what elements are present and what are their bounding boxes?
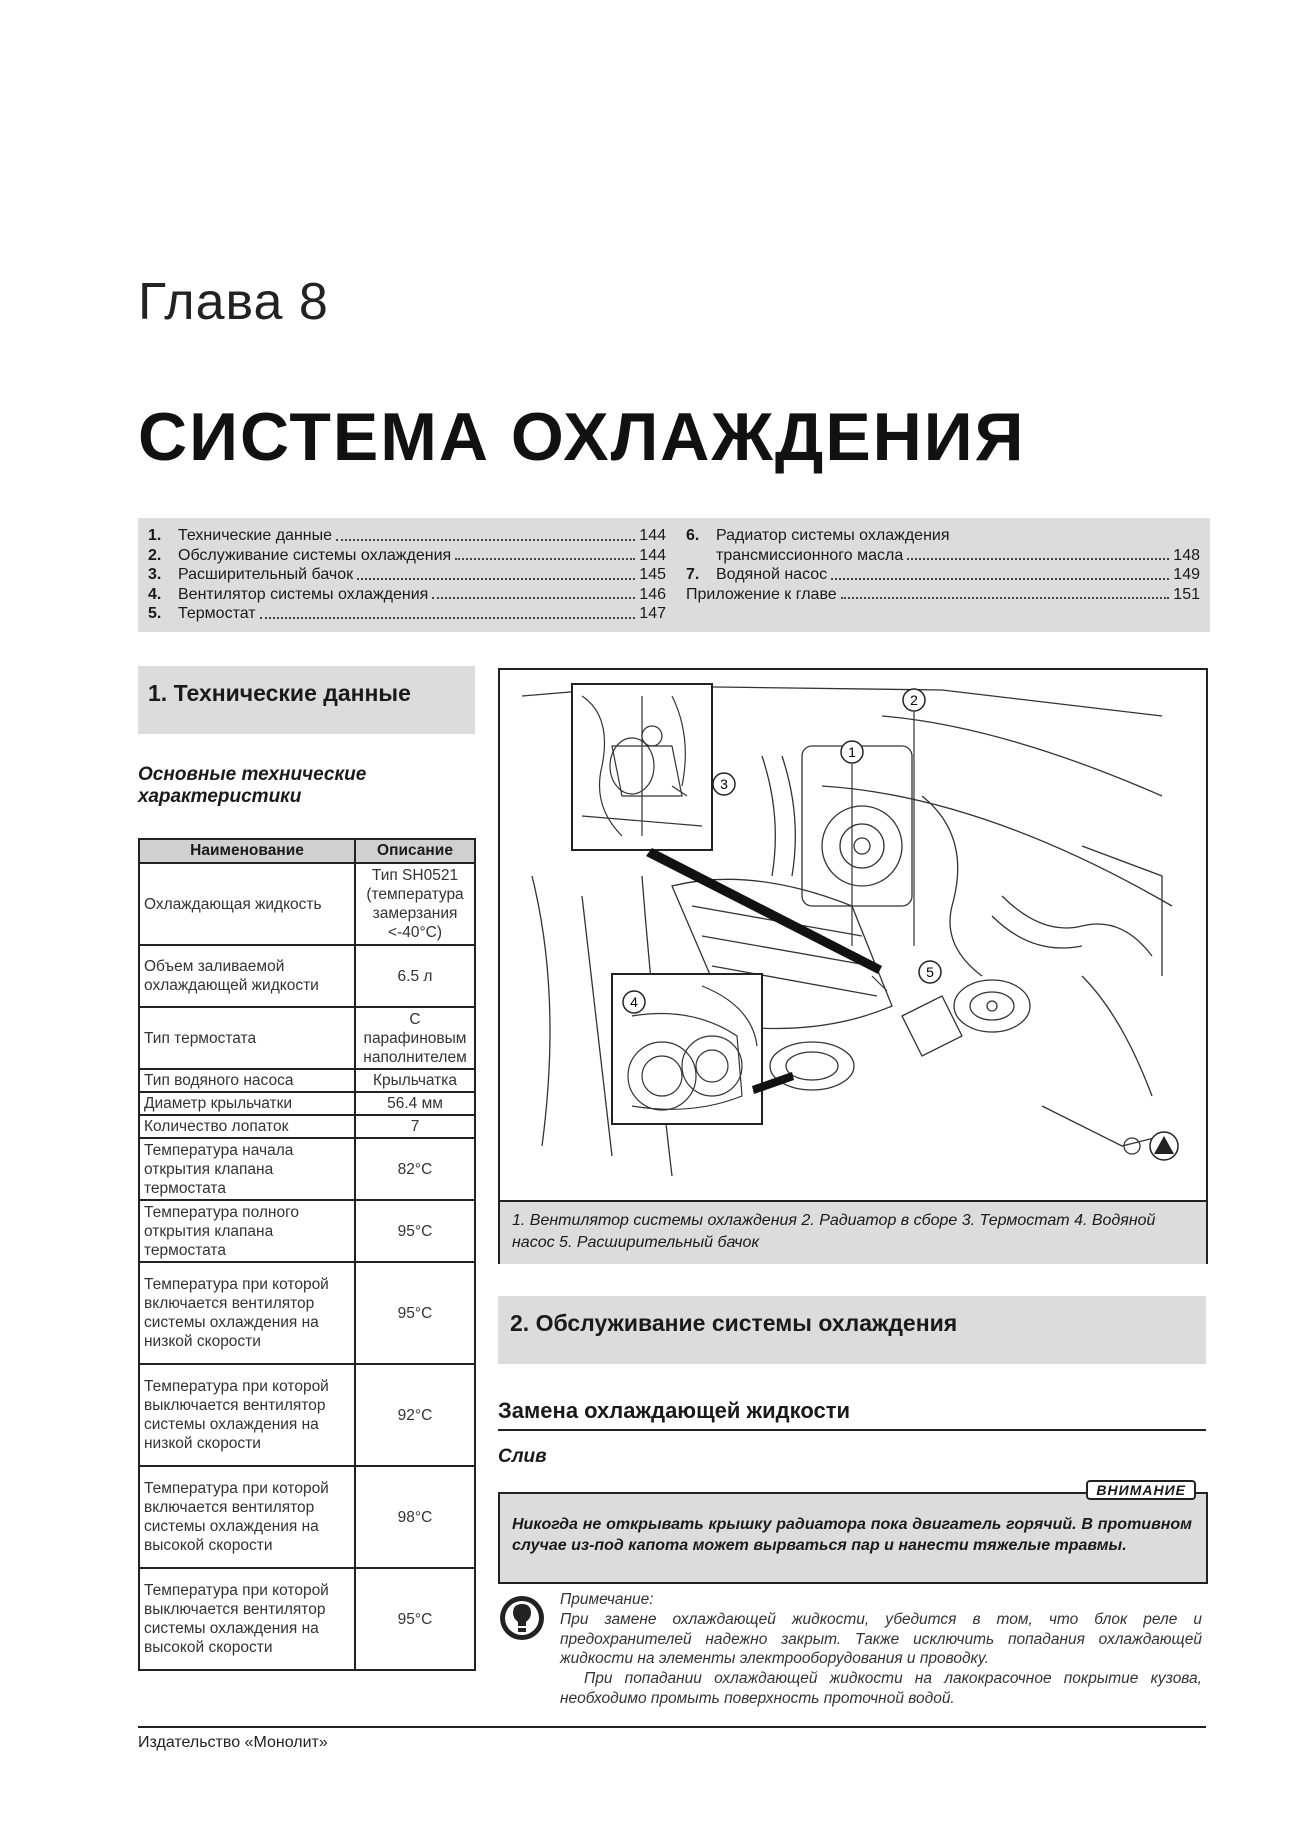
contents-appendix[interactable]: Приложение к главе 151 bbox=[686, 585, 1200, 603]
table-row: Температура при которой включается вентилятор системы охлаждения на высокой скорости 98°С bbox=[139, 1466, 475, 1568]
contents-right-column bbox=[686, 526, 1200, 604]
warning-box bbox=[498, 1482, 1208, 1584]
table-row: Количество лопаток 7 bbox=[139, 1115, 475, 1138]
callout-5: 5 bbox=[926, 964, 934, 980]
figure-caption: 1. Вентилятор системы охлаждения 2. Радиатор в сборе 3. Термостат 4. Водяной насос 5. Расширительный бачок bbox=[512, 1212, 1156, 1251]
callout-1: 1 bbox=[848, 744, 856, 760]
page-title: СИСТЕМА ОХЛАЖДЕНИЯ bbox=[138, 399, 1026, 475]
callout-2: 2 bbox=[910, 692, 918, 708]
engine-bay-illustration bbox=[522, 676, 1184, 1196]
lightbulb-note-icon bbox=[498, 1594, 546, 1642]
contents-item[interactable]: 6. Радиатор системы охлаждения bbox=[686, 527, 950, 544]
footer-divider bbox=[138, 1726, 1206, 1728]
column-header-description: Описание bbox=[355, 839, 475, 863]
publisher-footer: Издательство «Монолит» bbox=[138, 1734, 328, 1751]
contents-item[interactable]: 4. Вентилятор системы охлаждения 146 bbox=[148, 585, 666, 603]
table-row: Охлаждающая жидкость Тип SH0521 (температура замерзания <-40°С) bbox=[139, 863, 475, 945]
table-row: Температура полного открытия клапана термостата 95°С bbox=[139, 1200, 475, 1262]
table-row: Температура при которой включается вентилятор системы охлаждения на низкой скорости 95°С bbox=[139, 1262, 475, 1364]
specs-subtitle: Основные технические характеристики bbox=[138, 764, 367, 807]
table-row: Тип термостата С парафиновым наполнителем bbox=[139, 1007, 475, 1069]
note-label: Примечание: bbox=[560, 1591, 654, 1608]
table-row: Объем заливаемой охлаждающей жидкости 6.5 л bbox=[139, 945, 475, 1007]
chapter-contents bbox=[138, 518, 1210, 632]
section-2-header bbox=[498, 1296, 1206, 1364]
callout-3: 3 bbox=[720, 776, 728, 792]
subheading-drain: Слив bbox=[498, 1446, 547, 1467]
figure-caption-box bbox=[500, 1200, 1206, 1264]
chapter-label: Глава 8 bbox=[138, 273, 329, 331]
contents-item[interactable]: 5. Термостат 147 bbox=[148, 605, 666, 622]
table-row: Температура при которой выключается вентилятор системы охлаждения на низкой скорости 92°С bbox=[139, 1364, 475, 1466]
section-1-header bbox=[138, 666, 475, 734]
column-header-name: Наименование bbox=[139, 839, 355, 863]
section-2-title: 2. Обслуживание системы охлаждения bbox=[510, 1310, 958, 1336]
warning-label: ВНИМАНИЕ bbox=[1086, 1480, 1196, 1500]
engine-bay-figure bbox=[498, 668, 1208, 1264]
contents-item[interactable]: 1. Технические данные 144 bbox=[148, 527, 666, 544]
note-paragraph: При попадании охлаждающей жидкости на лакокрасочное покрытие кузова, необходимо промыть поверхность проточной водой. bbox=[560, 1670, 1202, 1707]
subheading-coolant-replacement: Замена охлаждающей жидкости bbox=[498, 1398, 851, 1423]
publisher-logo-icon bbox=[1150, 1132, 1178, 1160]
specifications-table bbox=[138, 838, 476, 1671]
contents-item-continued[interactable]: трансмиссионного масла 148 bbox=[716, 546, 1200, 564]
section-1-title: 1. Технические данные bbox=[148, 680, 411, 706]
contents-item[interactable]: 3. Расширительный бачок 145 bbox=[148, 566, 666, 583]
table-row: Температура при которой выключается вентилятор системы охлаждения на высокой скорости 95°С bbox=[139, 1568, 475, 1670]
contents-item[interactable]: 7. Водяной насос 149 bbox=[686, 566, 1200, 583]
contents-left-column bbox=[148, 526, 666, 624]
callout-4: 4 bbox=[630, 994, 638, 1010]
divider bbox=[498, 1429, 1206, 1431]
note-block bbox=[560, 1590, 1202, 1709]
contents-item[interactable]: 2. Обслуживание системы охлаждения 144 bbox=[148, 546, 666, 564]
note-paragraph: При замене охлаждающей жидкости, убедится в том, что блок реле и предохранителей надежно закрыт. Также исключить попадания охлаждающей жидкости на элементы электрооборудования и проводку. bbox=[560, 1610, 1202, 1668]
table-row: Тип водяного насоса Крыльчатка bbox=[139, 1069, 475, 1092]
table-row: Температура начала открытия клапана термостата 82°С bbox=[139, 1138, 475, 1200]
inset-thermostat bbox=[572, 684, 712, 850]
table-row: Диаметр крыльчатки 56.4 мм bbox=[139, 1092, 475, 1115]
warning-text: Никогда не открывать крышку радиатора пока двигатель горячий. В противном случае из-под капота может вырваться пар и нанести тяжелые травмы. bbox=[512, 1516, 1192, 1554]
